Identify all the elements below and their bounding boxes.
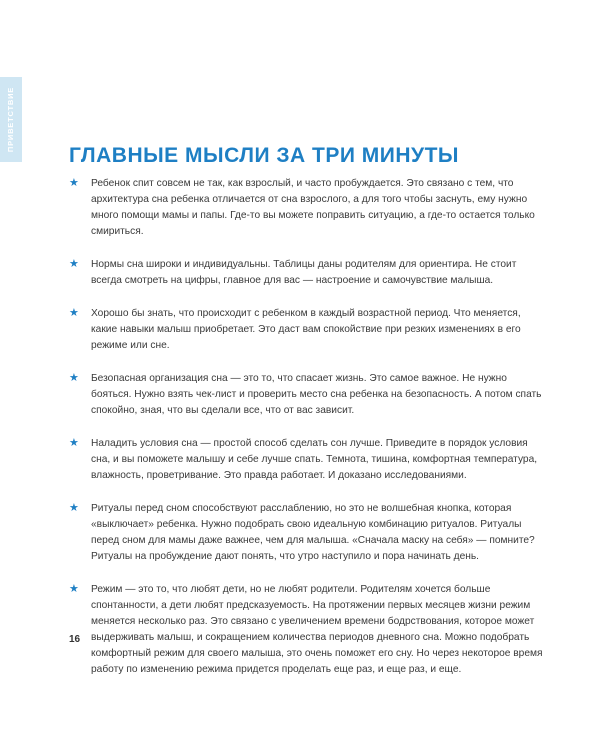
main-thoughts-list: [69, 176, 543, 695]
list-item-text: Режим — это то, что любят дети, но не любят родители. Родителям хочется больше спонтанности, а дети любят предсказуемость. На протяжении первых месяцев жизни режим меняется несколько раз. Это связано с увеличением времени бодрствования, которое может выдерживать малыш, и сокращением количества периодов дневного сна. Можно подобрать комфортный режим для своего малыша, это очень поможет его сну. Но через некоторое время работу по изменению режима придется проделать еще раз, и еще раз, и еще.: [91, 584, 543, 675]
section-side-tab: [0, 77, 22, 162]
list-item: [69, 257, 543, 289]
list-item-text: Безопасная организация сна — это то, что спасает жизнь. Это самое важное. Не нужно бояться. Нужно взять чек-лист и проверить место сна ребенка на безопасность. А потом спать спокойно, зная, что вы сделали все, что от вас зависит.: [91, 373, 542, 416]
star-icon: ★: [69, 177, 79, 189]
list-item: [69, 306, 543, 354]
list-item: [69, 436, 543, 484]
list-item: [69, 582, 543, 678]
star-icon: ★: [69, 372, 79, 384]
list-item: [69, 371, 543, 419]
section-tab-label: ПРИВЕТСТВИЕ: [6, 86, 16, 153]
star-icon: ★: [69, 583, 79, 595]
page-number: 16: [69, 634, 81, 645]
list-item-text: Ритуалы перед сном способствуют расслаблению, но это не волшебная кнопка, которая «выключает» ребенка. Нужно подобрать свою идеальную комбинацию ритуалов. Ритуалы перед сном для мамы даже важнее, чем для малыша. «Сначала маску на себя» — помните? Ритуалы на пробуждение дают понять, что утро наступило и пора начинать день.: [91, 503, 535, 562]
star-icon: ★: [69, 502, 79, 514]
star-icon: ★: [69, 307, 79, 319]
star-icon: ★: [69, 437, 79, 449]
page-title: ГЛАВНЫЕ МЫСЛИ ЗА ТРИ МИНУТЫ: [69, 144, 459, 167]
list-item: [69, 501, 543, 565]
list-item: [69, 176, 543, 240]
list-item-text: Хорошо бы знать, что происходит с ребенком в каждый возрастной период. Что меняется, какие навыки малыш приобретает. Это даст вам спокойствие при резких изменениях в его режиме или сне.: [91, 308, 521, 351]
list-item-text: Ребенок спит совсем не так, как взрослый, и часто пробуждается. Это связано с тем, что архитектура сна ребенка отличается от сна взрослого, а для того чтобы заснуть, ему нужно много помощи мамы и папы. Где-то вы можете поправить ситуацию, а где-то остается только смириться.: [91, 178, 535, 237]
list-item-text: Наладить условия сна — простой способ сделать сон лучше. Приведите в порядок условия сна, и вы поможете малышу и себе лучше спать. Темнота, тишина, комфортная температура, влажность, проветривание. Это правда работает. И доказано исследованиями.: [91, 438, 538, 481]
list-item-text: Нормы сна широки и индивидуальны. Таблицы даны родителям для ориентира. Не стоит всегда смотреть на цифры, главное для вас — настроение и самочувствие малыша.: [91, 259, 517, 286]
star-icon: ★: [69, 258, 79, 270]
